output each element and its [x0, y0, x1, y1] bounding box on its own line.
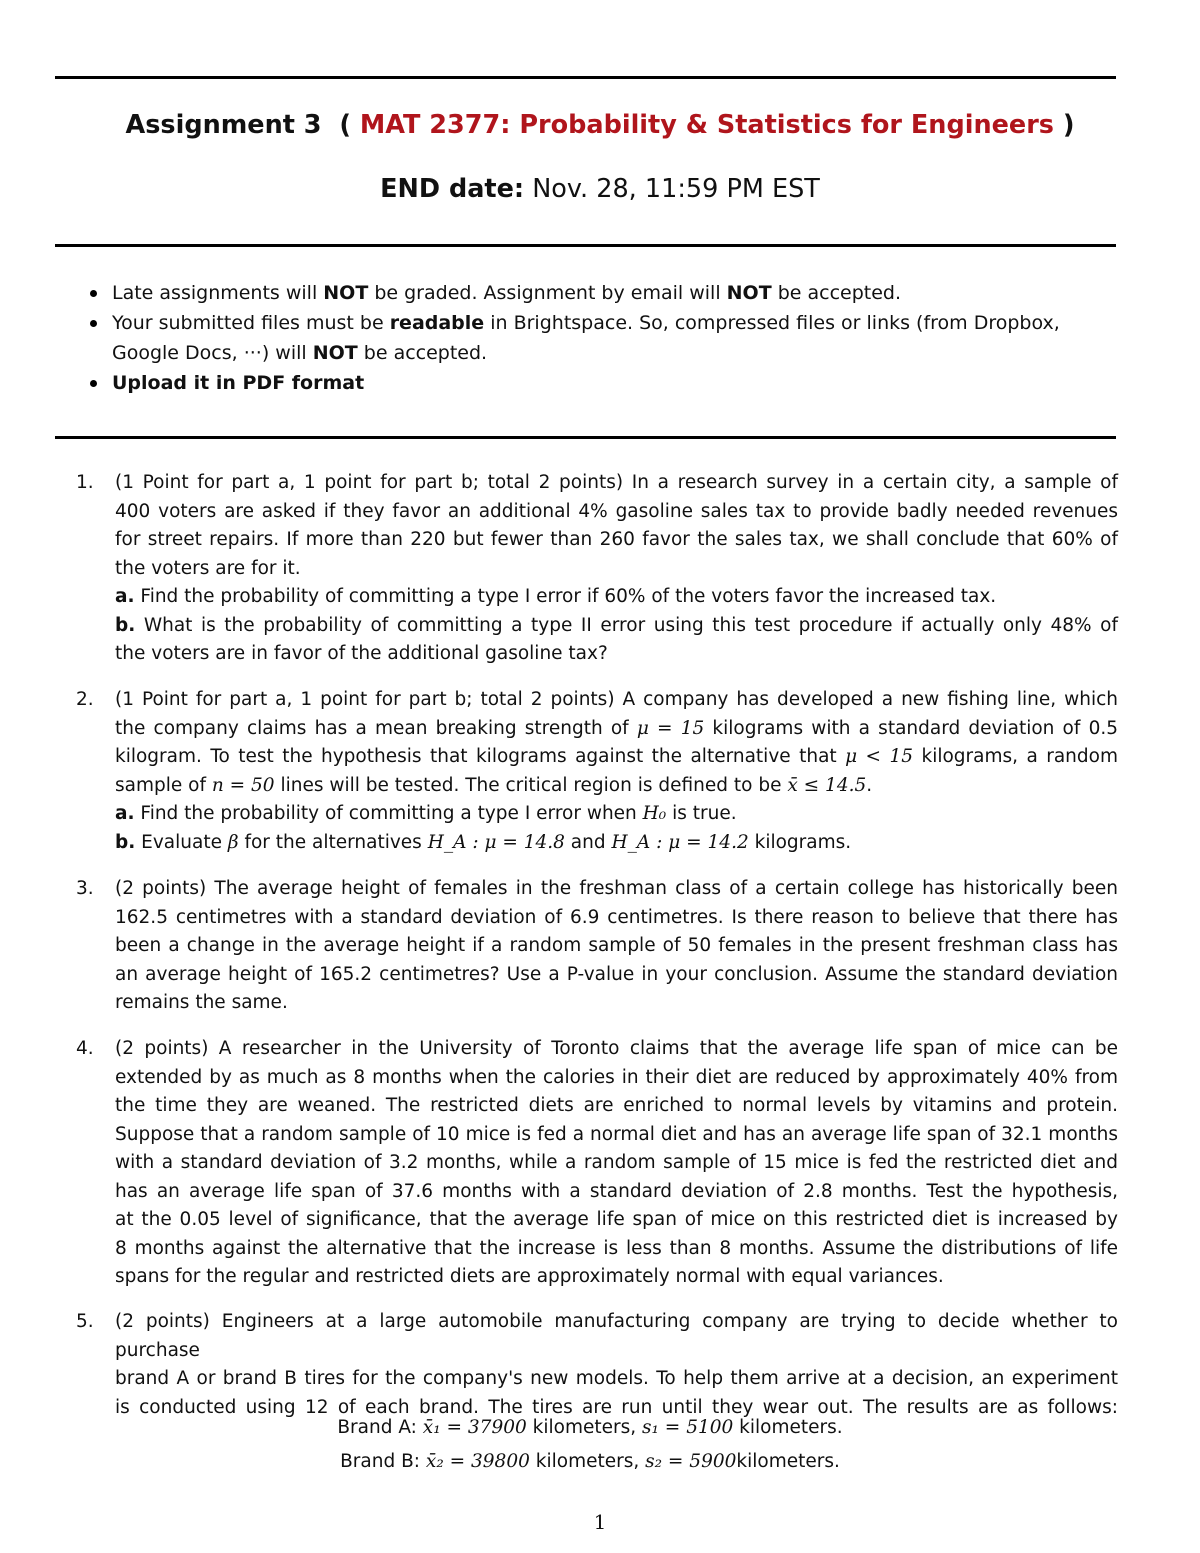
assignment-label: Assignment 3: [125, 110, 322, 140]
q4-line: spans for the regular and restricted diets are approximately normal with equal variances.: [115, 1266, 944, 1287]
q3-line: 162.5 centimetres with a standard deviation of 6.9 centimetres. Is there reason to believe that there has: [115, 906, 1118, 928]
q5-line: is conducted using 12 of each brand. The tires are run until they wear out. The results are as follows:: [115, 1396, 1118, 1418]
page-number: 1: [593, 1510, 607, 1534]
question-1: [76, 469, 1118, 669]
q2-line: kilogram. To test the hypothesis that kilograms against the alternative that μ < 15 kilograms, a random: [115, 746, 1118, 767]
rule-readable: Your submitted files must be readable in Brightspace. So, compressed files or links (from Dropbox, Google Docs, ···) will NOT be accepted.: [90, 308, 1120, 368]
rule-pdf: Upload it in PDF format: [90, 368, 1120, 398]
brand-a-result: Brand A: x̄₁ = 37900 kilometers, s₁ = 5100 kilometers.: [337, 1417, 843, 1438]
question-number: 1.: [76, 472, 94, 493]
q1-line: 400 voters are asked if they favor an additional 4% gasoline sales tax to provide badly needed revenues: [115, 500, 1118, 522]
q2-line: (1 Point for part a, 1 point for part b; total 2 points) A company has developed a new fishing line, which: [115, 689, 1118, 710]
q2-line: sample of n = 50 lines will be tested. The critical region is defined to be x̄ ≤ 14.5.: [115, 774, 873, 796]
end-date-value: Nov. 28, 11:59 PM EST: [532, 174, 820, 204]
q4-line: at the 0.05 level of significance, that the average life span of mice on this restricted diet is increased by: [115, 1209, 1118, 1230]
q3-line: been a change in the average height if a random sample of 50 females in the present freshman class has: [115, 935, 1118, 956]
q4-line: has an average life span of 37.6 months with a standard deviation of 2.8 months. Test the hypothesis,: [115, 1180, 1118, 1202]
q4-line: the time they are weaned. The restricted diets are enriched to normal levels by vitamins and protein.: [115, 1095, 1118, 1116]
course-name: MAT 2377: Probability & Statistics for Engineers: [359, 110, 1054, 140]
q4-line: 8 months against the alternative that the increase is less than 8 months. Assume the distributions of life: [115, 1237, 1118, 1259]
question-5: [76, 1308, 1118, 1422]
question-4: [76, 1035, 1118, 1292]
q2-part-a: a. Find the probability of committing a type I error when H₀ is true.: [115, 803, 737, 824]
q3-line: remains the same.: [115, 992, 288, 1013]
q1-line: for street repairs. If more than 220 but fewer than 260 favor the sales tax, we shall conclude that 60% of: [115, 529, 1118, 550]
q1-line: the voters are in favor of the additional gasoline tax?: [115, 643, 608, 664]
header-rule: [55, 244, 1116, 247]
q1-line: (1 Point for part a, 1 point for part b; total 2 points) In a research survey in a certain city, a sample of: [115, 472, 1118, 493]
q5-line: (2 points) Engineers at a large automobile manufacturing company are trying to decide whether to purchase: [115, 1311, 1118, 1361]
q4-line: Suppose that a random sample of 10 mice is fed a normal diet and has an average life span of 32.1 months: [115, 1123, 1118, 1145]
question-number: 3.: [76, 878, 94, 899]
q1-part-b: b. What is the probability of committing a type II error using this test procedure if actually only 48% of: [115, 614, 1118, 636]
q4-line: (2 points) A researcher in the University of Toronto claims that the average life span of mice can be: [115, 1038, 1118, 1059]
question-number: 2.: [76, 689, 94, 710]
q2-line: the company claims has a mean breaking strength of μ = 15 kilograms with a standard deviation of 0.5: [115, 717, 1118, 739]
q2-part-b: b. Evaluate β for the alternatives H_A : μ = 14.8 and H_A : μ = 14.2 kilograms.: [115, 831, 852, 853]
q4-line: with a standard deviation of 3.2 months, while a random sample of 15 mice is fed the restricted diet and: [115, 1152, 1118, 1173]
question-number: 4.: [76, 1038, 94, 1059]
rule-late: Late assignments will NOT be graded. Assignment by email will NOT be accepted.: [90, 278, 1120, 308]
q4-line: extended by as much as 8 months when the calories in their diet are reduced by approximately 40% from: [115, 1066, 1118, 1088]
q3-line: (2 points) The average height of females in the freshman class of a certain college has historically been: [115, 878, 1118, 899]
close-paren: ): [1062, 110, 1075, 140]
question-3: [76, 875, 1118, 1018]
question-number: 5.: [76, 1311, 94, 1332]
q5-line: brand A or brand B tires for the company's new models. To help them arrive at a decision, an experiment: [115, 1368, 1118, 1389]
page-title: [0, 110, 1200, 140]
end-date-label: END date: [380, 174, 514, 204]
q1-line: the voters are for it.: [115, 557, 301, 579]
top-rule: [55, 76, 1116, 79]
q1-part-a: a. Find the probability of committing a type I error if 60% of the voters favor the increased tax.: [115, 586, 997, 607]
brand-b-result: Brand B: x̄₂ = 39800 kilometers, s₂ = 5900kilometers.: [340, 1451, 840, 1472]
q3-line: an average height of 165.2 centimetres? Use a P-value in your conclusion. Assume the standard deviation: [115, 963, 1118, 985]
rules-list: [90, 278, 1120, 398]
open-paren: (: [339, 110, 351, 140]
rules-rule: [55, 436, 1116, 439]
end-date: END date: Nov. 28, 11:59 PM EST: [380, 174, 820, 204]
question-2: [76, 686, 1118, 857]
